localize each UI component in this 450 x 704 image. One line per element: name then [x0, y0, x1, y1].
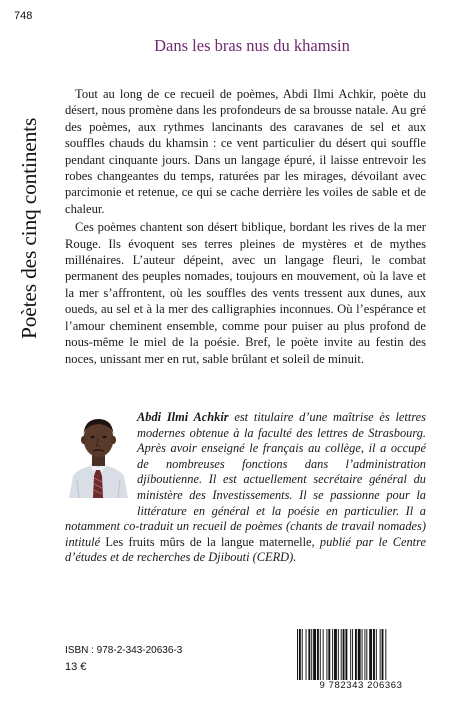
barcode-bar [320, 629, 321, 683]
barcode-bar [341, 629, 342, 683]
barcode-digits: 9 782343 206363 [293, 680, 429, 691]
isbn: ISBN : 978-2-343-20636-3 [65, 645, 183, 656]
back-cover-blurb [65, 86, 426, 367]
barcode-bar [364, 629, 365, 683]
barcode-bar [358, 629, 361, 683]
barcode-bar [376, 629, 377, 683]
bio-text-end: , publié par le Centre d’études et de recherches de Djibouti (CERD). [65, 534, 426, 565]
barcode-bar [311, 629, 312, 683]
barcode-bar [332, 629, 333, 683]
barcode-bar [306, 629, 307, 683]
translated-book-title: Les fruits mûrs de la langue maternelle [105, 534, 312, 549]
barcode-bar [308, 629, 310, 683]
blurb-paragraph: Ces poèmes chantent son désert biblique, bordant les rives de la mer Rouge. Ils évoquent ses terres pleines de mystères et de mythes millénaires. L’auteur dépeint, avec un langage fleuri, le combat permanent des peuples nomades, toujours en mouvement, où la lave et la mer s’affrontent, où les souffles des vents tressent aux dunes, aux oueds, au sel et à la mer des calligraphies inconnues. Où l’espérance et l’amour cheminent ensemble, comme pour puiser au plus profond de nous-même le miel de la poésie. Bref, le poète invite au festin des noces, unissant mer en rut, sable brûlant et soleil de minuit. [65, 220, 426, 366]
barcode-bar [362, 629, 363, 683]
series-spine [17, 34, 41, 339]
collection-number: 748 [14, 10, 33, 22]
barcode-bar [350, 629, 351, 683]
barcode-bar [334, 629, 337, 683]
barcode-bar [302, 629, 303, 683]
barcode-bar [369, 629, 372, 683]
barcode-bar [373, 629, 375, 683]
series-title: Poètes des cinq continents [17, 117, 41, 339]
barcode-bar [343, 629, 345, 683]
barcode-bar [326, 629, 327, 683]
price: 13 € [65, 661, 87, 673]
book-title: Dans les bras nus du khamsin [154, 36, 350, 55]
bio-text: est titulaire d’une maîtrise ès lettres modernes obtenue à la faculté des lettres de Strasbourg. Après avoir enseigné le français au collège, il a occupé de nombreuses fonctions dans l’administration djiboutienne. Il est actuellement secrétaire général du ministère des Investissements. Il se passionne pour la littérature en général et la poésie en particulier. Il a notamment co-traduit un recueil de poèmes (chants de travail nomades) intitulé [65, 410, 426, 549]
blurb-paragraph: Tout au long de ce recueil de poèmes, Abdi Ilmi Achkir, poète du désert, nous promène dans les profondeurs de sa brousse natale. Au gré des poèmes, aux rythmes lancinants des caravanes de sel et aux souffles chauds du khamsin : ce vent particulier du désert qui souffle pendant cinquante jours. Dans un langage épuré, il laisse entrevoir les robes changeantes du temps, raturées par les mirages, dévoilant avec parcimonie et retenue, ce qui se cache derrière les voiles de sable et de chaleur. [65, 87, 426, 216]
barcode-bar [313, 629, 316, 683]
barcode-bar [352, 629, 353, 683]
author-name: Abdi Ilmi Achkir [137, 410, 229, 424]
barcode-bar [338, 629, 339, 683]
barcode-bar [382, 629, 384, 683]
barcode-bar [345, 629, 347, 683]
barcode-bar [328, 629, 330, 683]
barcode-bar [355, 629, 357, 683]
barcode-bar [380, 629, 381, 683]
barcode-bar [317, 629, 319, 683]
author-biography [65, 410, 426, 566]
barcode-bar [323, 629, 324, 683]
barcode-bar [366, 629, 367, 683]
